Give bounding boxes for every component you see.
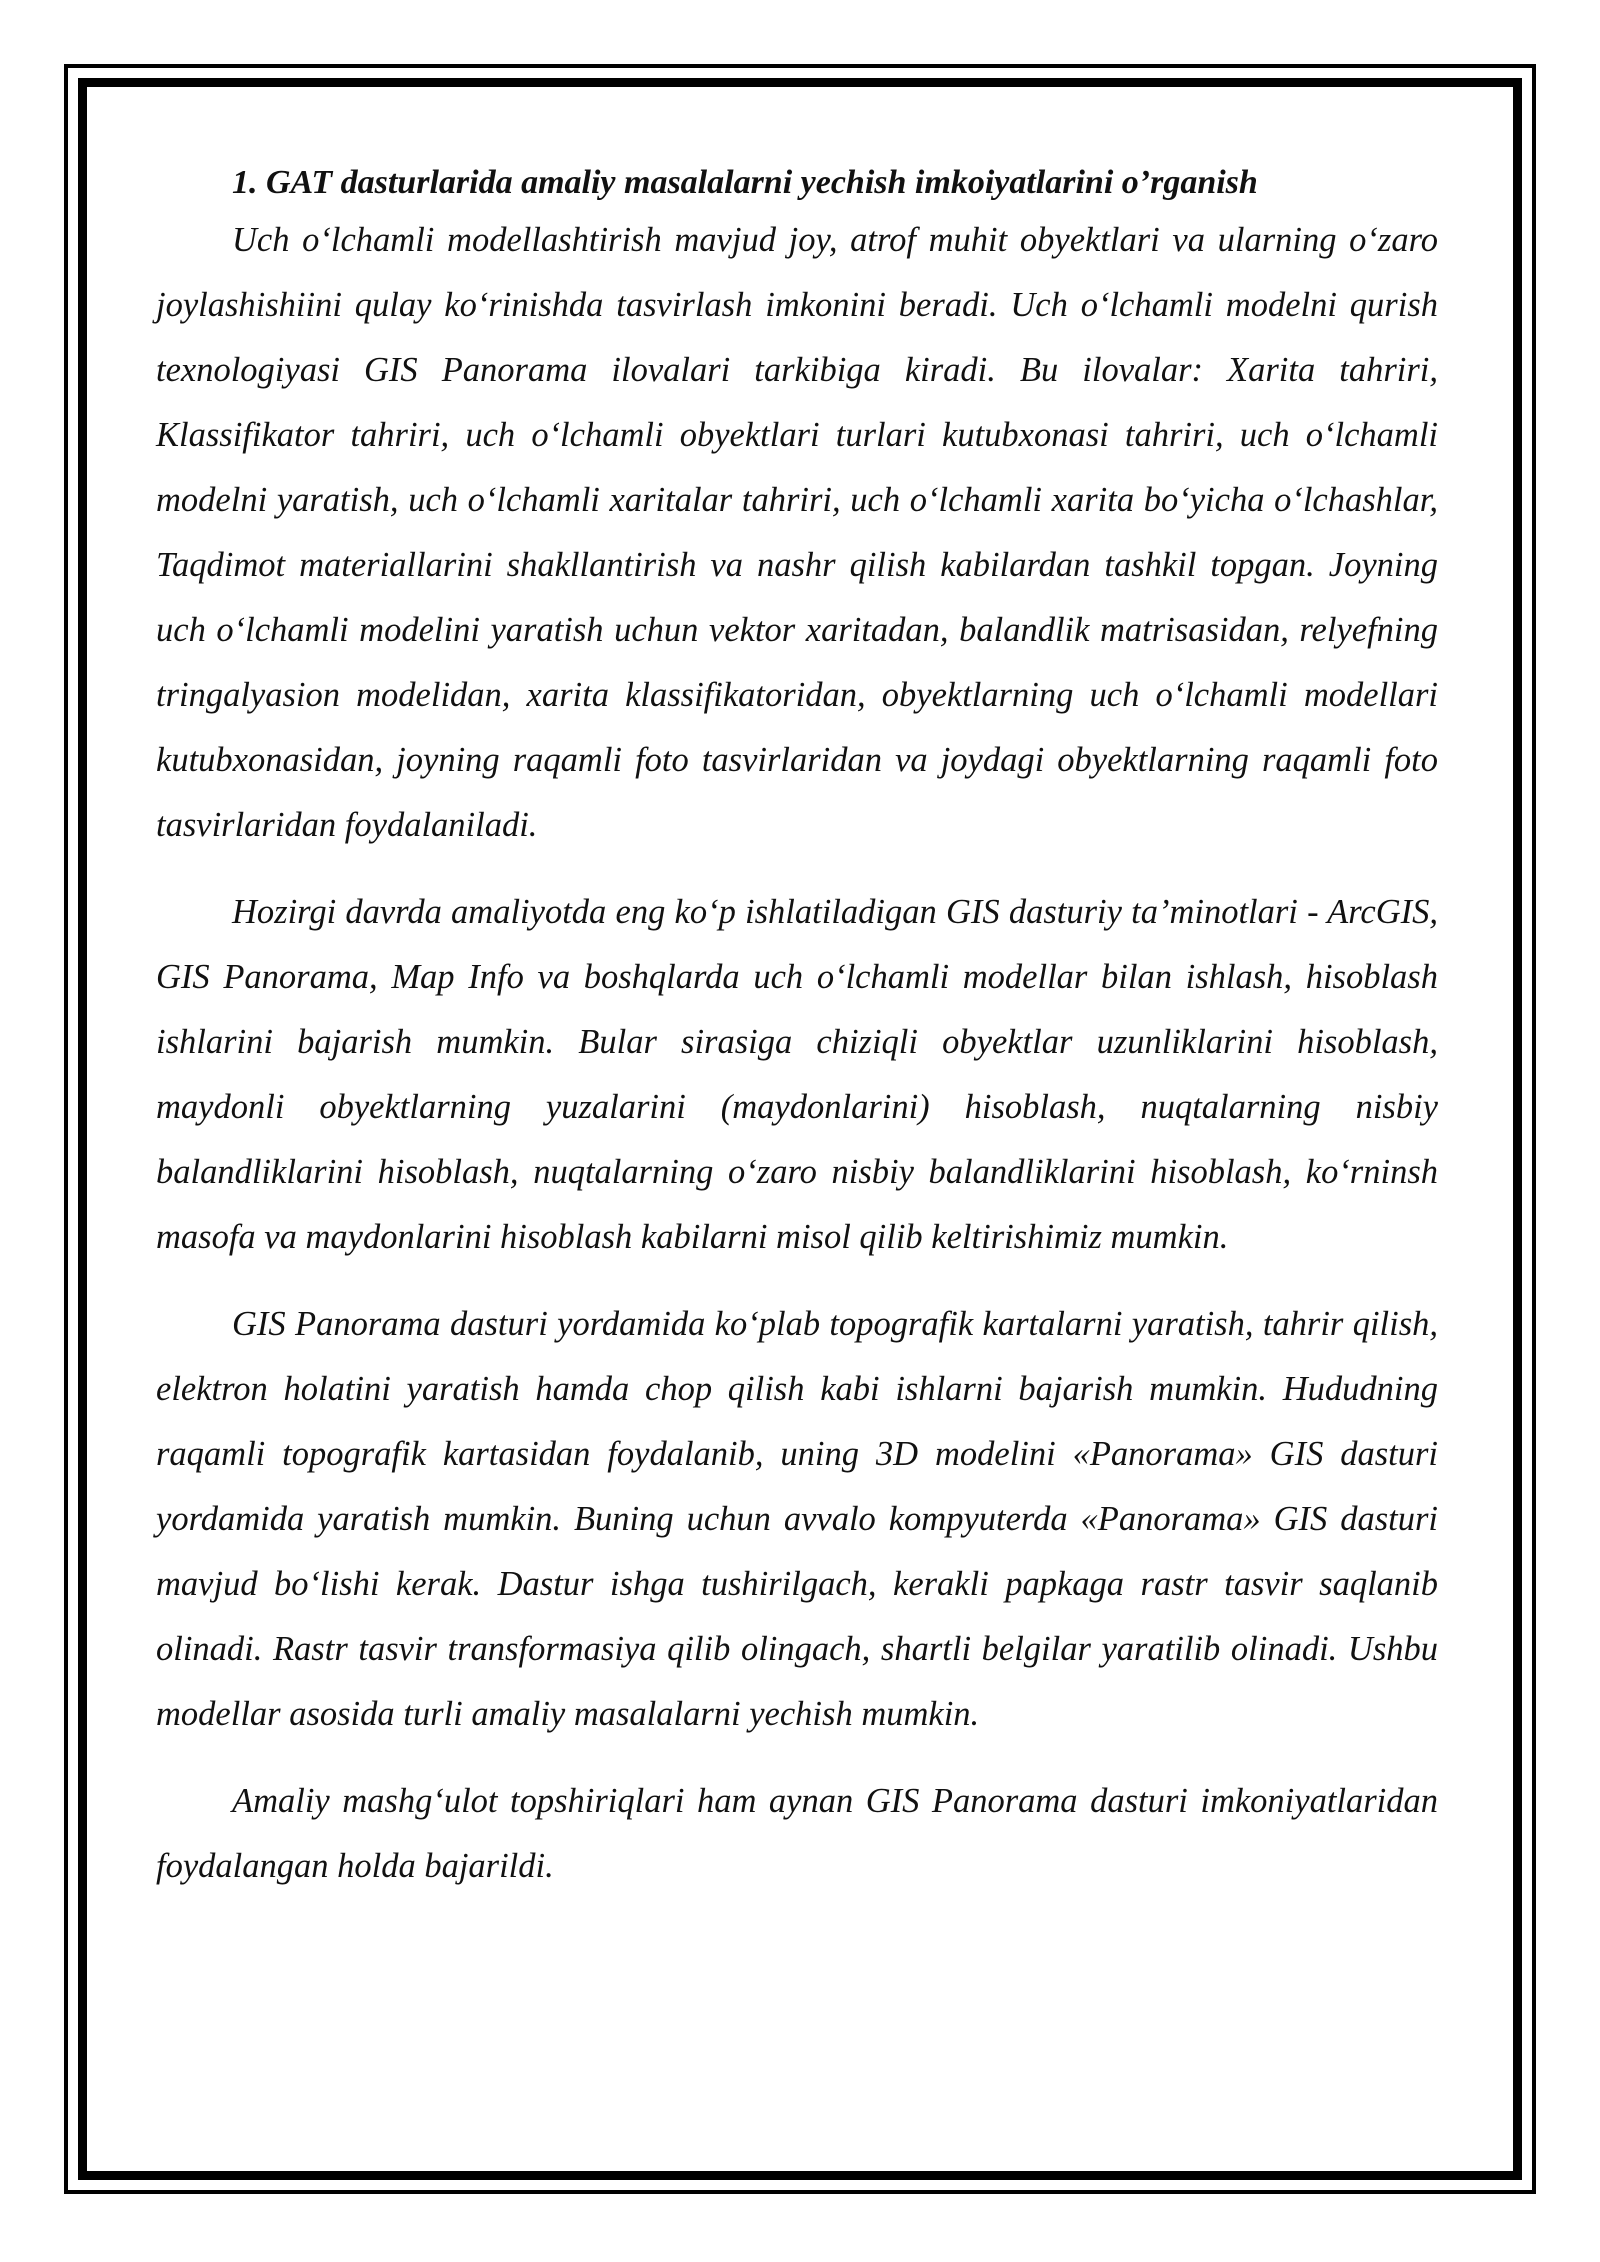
paragraph-4: Amaliy mashg‘ulot topshiriqlari ham aynan GIS Panorama dasturi imkoniyatlaridan foydalangan holda bajarildi. <box>156 1782 1438 1885</box>
document-body <box>156 158 1438 1899</box>
paragraph-2: Hozirgi davrda amaliyotda eng ko‘p ishlatiladigan GIS dasturiy ta’minotlari - ArcGIS, GIS Panorama, Map Info va boshqlarda uch o‘lchamli modellar bilan ishlash, hisoblash ishlarini bajarish mumkin. Bular sirasiga chiziqli obyektlar uzunliklarini hisoblash, maydonli obyektlarning yuzalarini (maydonlarini) hisoblash, nuqtalarning nisbiy balandliklarini hisoblash, nuqtalarning o‘zaro nisbiy balandliklarini hisoblash, ko‘rninsh masofa va maydonlarini hisoblash kabilarni misol qilib keltirishimiz mumkin. <box>156 893 1438 1256</box>
paragraph-3: GIS Panorama dasturi yordamida ko‘plab topografik kartalarni yaratish, tahrir qilish, elektron holatini yaratish hamda chop qilish kabi ishlarni bajarish mumkin. Hududning raqamli topografik kartasidan foydalanib, uning 3D modelini «Panorama» GIS dasturi yordamida yaratish mumkin. Buning uchun avvalo kompyuterda «Panorama» GIS dasturi mavjud bo‘lishi kerak. Dastur ishga tushirilgach, kerakli papkaga rastr tasvir saqlanib olinadi. Rastr tasvir transformasiya qilib olingach, shartli belgilar yaratilib olinadi. Ushbu modellar asosida turli amaliy masalalarni yechish mumkin. <box>156 1305 1438 1733</box>
section-heading: 1. GAT dasturlarida amaliy masalalarni yechish imkoiyatlarini o’rganish <box>232 164 1258 201</box>
paragraph-1: Uch o‘lchamli modellashtirish mavjud joy, atrof muhit obyektlari va ularning o‘zaro joylashishiini qulay ko‘rinishda tasvirlash imkonini beradi. Uch o‘lchamli modelni qurish texnologiyasi GIS Panorama ilovalari tarkibiga kiradi. Bu ilovalar: Xarita tahriri, Klassifikator tahriri, uch o‘lchamli obyektlari turlari kutubxonasi tahriri, uch o‘lchamli modelni yaratish, uch o‘lchamli xaritalar tahriri, uch o‘lchamli xarita bo‘yicha o‘lchashlar, Taqdimot materiallarini shakllantirish va nashr qilish kabilardan tashkil topgan. Joyning uch o‘lchamli modelini yaratish uchun vektor xaritadan, balandlik matrisasidan, relyefning tringalyasion modelidan, xarita klassifikatoridan, obyektlarning uch o‘lchamli modellari kutubxonasidan, joyning raqamli foto tasvirlaridan va joydagi obyektlarning raqamli foto tasvirlaridan foydalaniladi. <box>156 221 1438 844</box>
